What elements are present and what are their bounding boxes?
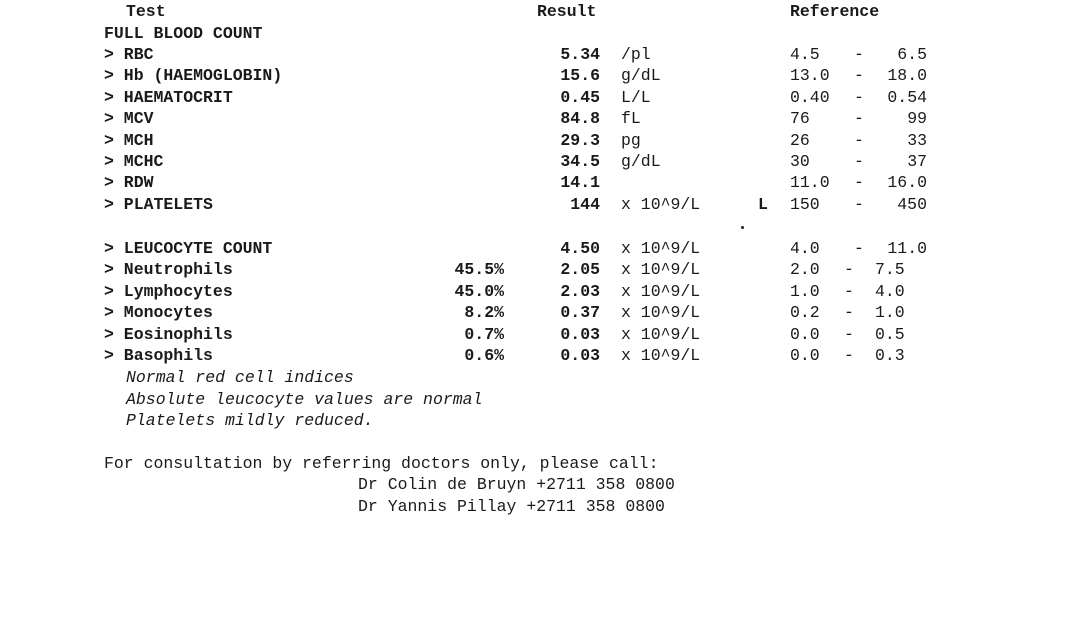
test-name: > RDW <box>104 173 154 193</box>
result-percent: 0.6% <box>464 346 504 365</box>
test-name: > Hb (HAEMOGLOBIN) <box>104 66 283 86</box>
reference-high: 33 <box>907 130 927 150</box>
reference-low: 0.0 <box>790 346 820 365</box>
test-name: > MCH <box>104 130 154 150</box>
result-value: 0.45 <box>560 87 600 107</box>
result-unit: pg <box>621 130 641 150</box>
result-percent: 0.7% <box>464 324 504 344</box>
result-percent: 8.2% <box>464 303 504 323</box>
reference-low: 11.0 <box>790 173 830 193</box>
result-value: 4.50 <box>560 239 600 258</box>
reference-low: 1.0 <box>790 281 820 301</box>
reference-dash: - <box>844 346 854 365</box>
result-unit: x 10^9/L <box>621 324 701 344</box>
test-name: > PLATELETS <box>104 194 213 214</box>
test-name: > Lymphocytes <box>104 281 233 301</box>
test-name: > RBC <box>104 45 154 64</box>
reference-high: 4.0 <box>875 281 905 301</box>
result-unit: g/dL <box>621 152 661 171</box>
reference-low: 150 <box>790 194 820 214</box>
result-value: 84.8 <box>560 109 600 129</box>
result-percent: 45.0% <box>454 281 504 301</box>
test-name: > Monocytes <box>104 303 213 323</box>
reference-low: 0.0 <box>790 324 820 344</box>
column-header-result: Result <box>537 2 597 21</box>
reference-high: 1.0 <box>875 303 905 323</box>
column-header-test: Test <box>126 2 166 21</box>
reference-dash: - <box>854 45 864 64</box>
reference-high: 18.0 <box>887 66 927 86</box>
reference-dash: - <box>854 66 864 86</box>
reference-dash: - <box>854 194 864 214</box>
reference-high: 0.3 <box>875 346 905 365</box>
reference-low: 2.0 <box>790 260 820 280</box>
reference-dash: - <box>854 239 864 258</box>
reference-dash: - <box>844 303 854 323</box>
comment-line: Absolute leucocyte values are normal <box>126 389 483 409</box>
reference-low: 4.5 <box>790 45 820 64</box>
result-value: 2.05 <box>560 260 600 280</box>
result-value: 14.1 <box>560 173 600 193</box>
reference-high: 450 <box>897 194 927 214</box>
contact-line: Dr Yannis Pillay +2711 358 0800 <box>358 497 665 516</box>
reference-dash: - <box>854 173 864 193</box>
test-name: > LEUCOCYTE COUNT <box>104 239 273 258</box>
result-value: 5.34 <box>560 45 600 64</box>
reference-high: 37 <box>907 152 927 171</box>
reference-low: 76 <box>790 109 810 129</box>
reference-high: 11.0 <box>887 239 927 258</box>
result-unit: x 10^9/L <box>621 260 701 280</box>
reference-low: 4.0 <box>790 239 820 258</box>
result-value: 0.03 <box>560 324 600 344</box>
stray-dot <box>741 226 744 229</box>
result-value: 29.3 <box>560 130 600 150</box>
reference-low: 30 <box>790 152 810 171</box>
contact-line: Dr Colin de Bruyn +2711 358 0800 <box>358 475 675 494</box>
reference-dash: - <box>854 109 864 129</box>
column-header-reference: Reference <box>790 2 880 21</box>
reference-dash: - <box>844 324 854 344</box>
reference-low: 0.40 <box>790 87 830 107</box>
result-unit: x 10^9/L <box>621 281 701 301</box>
reference-high: 99 <box>907 109 927 129</box>
result-unit: x 10^9/L <box>621 194 701 214</box>
reference-dash: - <box>854 152 864 171</box>
section-title: FULL BLOOD COUNT <box>104 24 263 43</box>
result-flag: L <box>758 194 768 214</box>
result-unit: L/L <box>621 87 651 107</box>
reference-low: 26 <box>790 130 810 150</box>
result-unit: /pl <box>621 45 651 64</box>
reference-low: 13.0 <box>790 66 830 86</box>
result-unit: g/dL <box>621 66 661 86</box>
result-unit: fL <box>621 109 641 129</box>
result-percent: 45.5% <box>454 260 504 280</box>
result-value: 144 <box>570 194 600 214</box>
reference-dash: - <box>844 260 854 280</box>
test-name: > MCHC <box>104 152 164 171</box>
test-name: > Eosinophils <box>104 324 233 344</box>
test-name: > HAEMATOCRIT <box>104 87 233 107</box>
reference-high: 6.5 <box>897 45 927 64</box>
result-value: 34.5 <box>560 152 600 171</box>
comment-line: Platelets mildly reduced. <box>126 411 374 430</box>
consultation-intro: For consultation by referring doctors only, please call: <box>104 454 659 473</box>
reference-high: 16.0 <box>887 173 927 193</box>
test-name: > Neutrophils <box>104 260 233 280</box>
reference-dash: - <box>854 87 864 107</box>
test-name: > Basophils <box>104 346 213 365</box>
comment-line: Normal red cell indices <box>126 368 354 387</box>
result-unit: x 10^9/L <box>621 239 701 258</box>
reference-high: 7.5 <box>875 260 905 280</box>
reference-dash: - <box>844 281 854 301</box>
reference-high: 0.5 <box>875 324 905 344</box>
reference-low: 0.2 <box>790 303 820 323</box>
reference-high: 0.54 <box>887 87 927 107</box>
result-unit: x 10^9/L <box>621 346 701 365</box>
result-value: 0.03 <box>560 346 600 365</box>
result-value: 2.03 <box>560 281 600 301</box>
result-unit: x 10^9/L <box>621 303 701 323</box>
result-value: 15.6 <box>560 66 600 86</box>
reference-dash: - <box>854 130 864 150</box>
test-name: > MCV <box>104 109 154 129</box>
result-value: 0.37 <box>560 303 600 323</box>
